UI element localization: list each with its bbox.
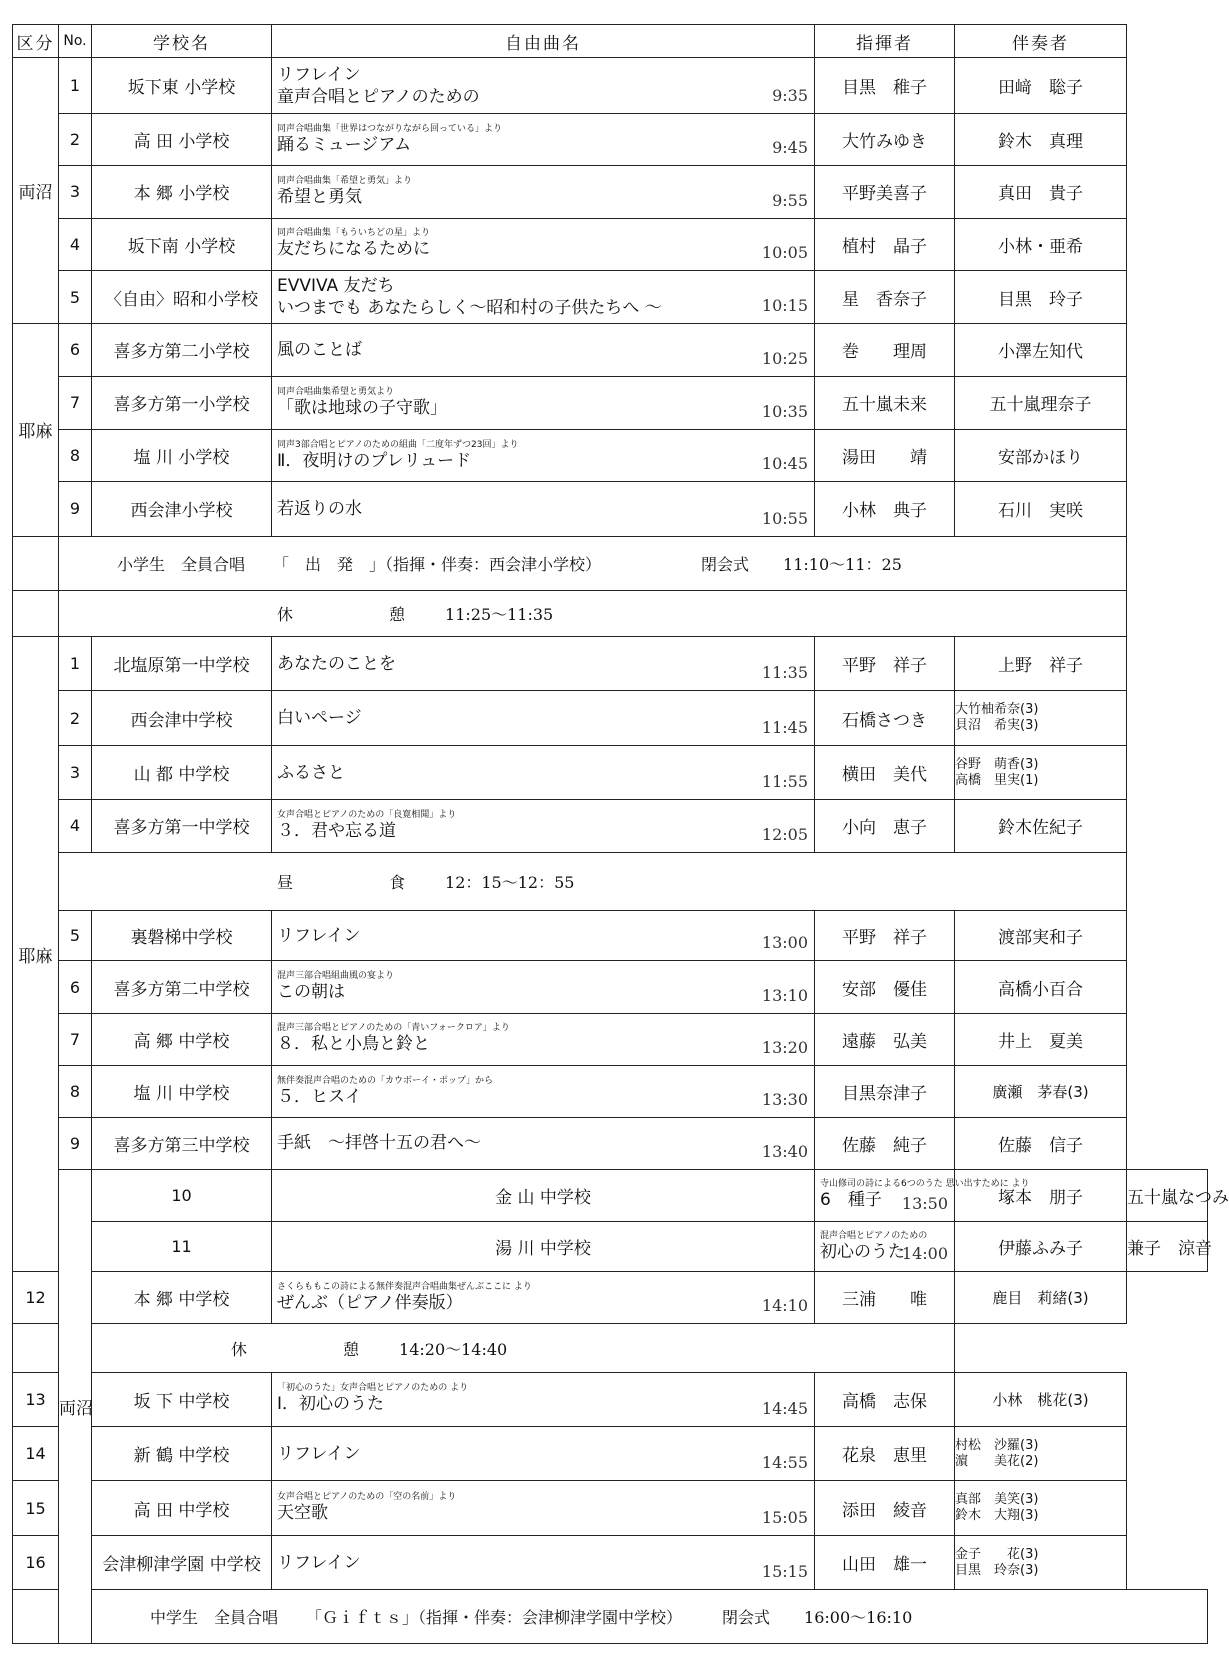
table-row xyxy=(13,218,1208,270)
district-cell: 耶麻 xyxy=(13,637,59,1272)
accompanist-cell xyxy=(955,1118,1127,1169)
song-subtitle: 同声合唱曲集希望と勇気より xyxy=(277,386,395,397)
table-row xyxy=(13,1169,1208,1221)
accompanist-name: 高橋 里実(1) xyxy=(955,772,1039,788)
song-cell xyxy=(272,1272,815,1324)
event-label: 中学生 全員合唱 xyxy=(150,1608,279,1628)
entry-number: 13 xyxy=(13,1372,59,1426)
event-title: 「 出 発 」（指揮・伴奏：西会津小学校） xyxy=(273,554,602,574)
school-name: 本 郷 中学校 xyxy=(92,1272,272,1324)
conductor-name: 平野美喜子 xyxy=(815,166,955,218)
school-name: 湯 川 中学校 xyxy=(272,1221,815,1271)
event-title: 「Ｇｉｆｔｓ」（指揮・伴奏：会津柳津学園中学校） xyxy=(306,1608,683,1628)
accompanist-cell xyxy=(955,218,1127,270)
conductor-name: 伊藤ふみ子 xyxy=(955,1221,1127,1271)
entry-number: 11 xyxy=(92,1221,272,1271)
school-name: 喜多方第一中学校 xyxy=(92,800,272,852)
conductor-name: 石橋さつき xyxy=(815,691,955,745)
accompanist-name: 大竹柚希奈(3) xyxy=(955,702,1039,718)
conductor-name: 平野 祥子 xyxy=(815,911,955,961)
accompanist-cell xyxy=(955,166,1127,218)
accompanist-name: 石川 実咲 xyxy=(998,501,1083,522)
accompanist-cell xyxy=(955,113,1127,165)
conductor-name: 目黒奈津子 xyxy=(815,1066,955,1118)
song-title: リフレイン xyxy=(277,1552,361,1573)
song-title: Ⅰ．初心のうた xyxy=(277,1394,385,1415)
school-name: 新 鶴 中学校 xyxy=(92,1427,272,1481)
song-subtitle: 混声合唱とピアノのための xyxy=(820,1230,928,1241)
entry-number: 7 xyxy=(59,376,92,429)
performance-time: 11:45 xyxy=(761,717,808,737)
table-row xyxy=(13,691,1208,745)
header-song: 自由曲名 xyxy=(272,25,815,58)
song-title: 踊るミュージアム xyxy=(277,134,412,155)
entry-number: 6 xyxy=(59,324,92,376)
school-name: 喜多方第二中学校 xyxy=(92,961,272,1013)
table-row xyxy=(13,1221,1208,1271)
accompanist-name: 鈴木 大翔(3) xyxy=(955,1508,1039,1524)
song-title: 手紙 ～拝啓十五の君へ～ xyxy=(277,1133,481,1154)
song-title: ぜんぶ（ピアノ伴奏版） xyxy=(277,1292,463,1313)
entry-number: 8 xyxy=(59,1066,92,1118)
song-cell xyxy=(272,1427,815,1481)
conductor-name: 三浦 唯 xyxy=(815,1272,955,1324)
song-title-line2: 童声合唱とピアノのための xyxy=(277,86,480,107)
event-time: 11:10～11：25 xyxy=(783,554,902,574)
entry-number: 9 xyxy=(59,1118,92,1169)
performance-time: 13:00 xyxy=(761,933,808,953)
song-cell xyxy=(272,800,815,852)
entry-number: 5 xyxy=(59,911,92,961)
entry-number: 2 xyxy=(59,113,92,165)
header-school: 学校名 xyxy=(92,25,272,58)
song-cell xyxy=(272,429,815,481)
accompanist-cell xyxy=(955,1481,1127,1535)
song-title: ３．君や忘る道 xyxy=(277,820,396,841)
performance-time: 13:20 xyxy=(761,1038,808,1058)
song-title: Ⅱ．夜明けのプレリュード xyxy=(277,450,472,471)
performance-time: 9:35 xyxy=(772,85,808,105)
song-cell xyxy=(272,324,815,376)
song-cell xyxy=(272,376,815,429)
conductor-name: 花泉 恵里 xyxy=(815,1427,955,1481)
song-cell xyxy=(272,637,815,691)
accompanist-name: 田﨑 聡子 xyxy=(998,78,1083,99)
table-row xyxy=(13,1427,1208,1481)
table-row xyxy=(13,1535,1208,1589)
song-cell xyxy=(815,1221,955,1271)
accompanist-name: 鈴木佐紀子 xyxy=(998,818,1083,839)
conductor-name: 大竹みゆき xyxy=(815,113,955,165)
song-subtitle: 「初心のうた」女声合唱とピアノのための より xyxy=(277,1383,469,1394)
event-label: 小学生 全員合唱 xyxy=(117,554,246,574)
accompanist-cell xyxy=(955,1372,1127,1426)
accompanist-cell xyxy=(955,58,1127,113)
accompanist-cell xyxy=(955,800,1127,852)
song-cell xyxy=(272,58,815,113)
entry-number: 9 xyxy=(59,482,92,536)
song-title: 6 種子 xyxy=(820,1190,882,1211)
accompanist-cell xyxy=(955,961,1127,1013)
table-row xyxy=(13,1118,1208,1169)
event-row xyxy=(13,852,1208,911)
song-subtitle: 女声合唱とピアノのための「良寛相聞」より xyxy=(277,809,457,820)
song-title: EVVIVA 友だち xyxy=(277,276,395,297)
event-cell xyxy=(13,1324,955,1372)
event-row xyxy=(13,1590,1208,1644)
accompanist-name: 井上 夏美 xyxy=(998,1031,1083,1052)
district-cell: 耶麻 xyxy=(13,324,59,536)
conductor-name: 山田 雄一 xyxy=(815,1535,955,1589)
song-subtitle: 同声合唱曲集「世界はつながりながら回っている」より xyxy=(277,123,503,134)
song-title: 初心のうた xyxy=(820,1241,905,1262)
accompanist-cell xyxy=(1127,1169,1229,1221)
conductor-name: 高橋 志保 xyxy=(815,1372,955,1426)
table-row xyxy=(13,961,1208,1013)
song-cell xyxy=(272,911,815,961)
accompanist-cell xyxy=(955,376,1127,429)
song-title: ５．ヒスイ xyxy=(277,1086,362,1107)
song-cell xyxy=(272,745,815,799)
event-time: 12：15～12：55 xyxy=(445,872,575,892)
conductor-name: 五十嵐未来 xyxy=(815,376,955,429)
entry-number: 4 xyxy=(59,218,92,270)
school-name: 西会津中学校 xyxy=(92,691,272,745)
song-title: 白いページ xyxy=(277,708,362,729)
district-cell-empty xyxy=(13,591,59,637)
accompanist-name: 安部かほり xyxy=(998,448,1083,469)
school-name: 喜多方第一小学校 xyxy=(92,376,272,429)
entry-number: 3 xyxy=(59,166,92,218)
song-title: 友だちになるために xyxy=(277,239,430,260)
entry-number: 2 xyxy=(59,691,92,745)
conductor-name: 遠藤 弘美 xyxy=(815,1013,955,1065)
song-cell xyxy=(272,1118,815,1169)
conductor-name: 目黒 稚子 xyxy=(815,58,955,113)
accompanist-name: 鈴木 真理 xyxy=(998,132,1083,153)
song-title: あなたのことを xyxy=(277,653,396,674)
performance-time: 9:55 xyxy=(772,190,808,210)
accompanist-name: 谷野 萌香(3) xyxy=(955,756,1039,772)
performance-time: 15:05 xyxy=(761,1507,808,1527)
accompanist-cell xyxy=(955,429,1127,481)
table-row xyxy=(13,1372,1208,1426)
performance-time: 12:05 xyxy=(761,824,808,844)
entry-number: 15 xyxy=(13,1481,59,1535)
song-cell xyxy=(272,1013,815,1065)
header-kubun: 区分 xyxy=(13,25,59,58)
event-ceremony: 閉会式 xyxy=(701,554,750,574)
event-time: 14:20～14:40 xyxy=(399,1339,508,1359)
performance-time: 11:55 xyxy=(761,772,808,792)
performance-time: 10:15 xyxy=(761,296,808,316)
conductor-name: 小林 典子 xyxy=(815,482,955,536)
header-no: No. xyxy=(59,25,92,58)
entry-number: 1 xyxy=(59,637,92,691)
table-row xyxy=(13,113,1208,165)
accompanist-cell xyxy=(1127,1221,1212,1271)
accompanist-name: 貝沼 希実(3) xyxy=(955,718,1039,734)
song-title: リフレイン xyxy=(277,925,361,946)
accompanist-cell xyxy=(955,691,1127,745)
accompanist-name: 五十嵐なつみ xyxy=(1127,1187,1229,1208)
conductor-name: 小向 恵子 xyxy=(815,800,955,852)
accompanist-cell xyxy=(955,637,1127,691)
accompanist-cell xyxy=(955,324,1127,376)
accompanist-cell xyxy=(955,911,1127,961)
event-label: 休 憩 xyxy=(277,605,406,625)
performance-time: 14:00 xyxy=(901,1244,948,1264)
entry-number: 1 xyxy=(59,58,92,113)
event-row xyxy=(13,1324,1208,1372)
conductor-name: 星 香奈子 xyxy=(815,270,955,323)
song-cell xyxy=(272,218,815,270)
district-cell-empty xyxy=(13,1590,59,1644)
song-title: ふるさと xyxy=(277,762,345,783)
accompanist-name: 渡部実和子 xyxy=(998,928,1083,949)
school-name: 〈自由〉昭和小学校 xyxy=(92,270,272,323)
performance-time: 10:45 xyxy=(761,454,808,474)
accompanist-name: 真田 貴子 xyxy=(998,184,1083,205)
accompanist-name: 目黒 玲奈(3) xyxy=(955,1562,1039,1578)
accompanist-cell xyxy=(955,1066,1127,1118)
performance-time: 10:35 xyxy=(761,401,808,421)
song-subtitle: 女声合唱とピアノのための「空の名前」より xyxy=(277,1492,457,1503)
accompanist-name: 小林・亜希 xyxy=(998,236,1083,257)
accompanist-name: 上野 祥子 xyxy=(998,656,1083,677)
table-row xyxy=(13,745,1208,799)
song-title: 若返りの水 xyxy=(277,498,362,519)
song-subtitle: 寺山修司の詩による6つのうた 思い出すために より xyxy=(820,1179,1030,1190)
event-label: 休 憩 xyxy=(231,1339,360,1359)
event-time: 11:25～11:35 xyxy=(445,605,554,625)
district-cell: 両沼 xyxy=(13,58,59,324)
performance-time: 14:10 xyxy=(761,1296,808,1316)
table-row xyxy=(13,376,1208,429)
table-row xyxy=(13,1013,1208,1065)
song-title-line2: いつまでも あなたらしく～昭和村の子供たちへ ～ xyxy=(277,298,662,319)
event-row xyxy=(13,591,1208,637)
table-row xyxy=(13,800,1208,852)
song-subtitle: さくらももこの詩による無伴奏混声合唱曲集ぜんぶここに より xyxy=(277,1281,532,1292)
table-row xyxy=(13,1272,1208,1324)
conductor-name: 平野 祥子 xyxy=(815,637,955,691)
table-row xyxy=(13,429,1208,481)
accompanist-name: 廣瀬 茅春(3) xyxy=(992,1083,1089,1102)
song-subtitle: 同声3部合唱とピアノのための組曲「二度年ずつ23回」より xyxy=(277,439,519,450)
event-time: 16:00～16:10 xyxy=(804,1608,913,1628)
performance-time: 10:25 xyxy=(761,348,808,368)
song-cell xyxy=(272,1066,815,1118)
school-name: 喜多方第三中学校 xyxy=(92,1118,272,1169)
table-row xyxy=(13,270,1208,323)
performance-time: 15:15 xyxy=(761,1562,808,1582)
entry-number: 3 xyxy=(59,745,92,799)
song-title: リフレイン xyxy=(277,1443,361,1464)
song-cell xyxy=(272,961,815,1013)
event-cell xyxy=(59,536,1127,590)
header-conductor: 指揮者 xyxy=(815,25,955,58)
school-name: 坂下東 小学校 xyxy=(92,58,272,113)
accompanist-name: 鹿目 莉緒(3) xyxy=(992,1289,1089,1308)
song-title: 「歌は地球の子守歌」 xyxy=(277,397,447,418)
song-title: リフレイン xyxy=(277,64,361,85)
entry-number: 5 xyxy=(59,270,92,323)
performance-time: 13:30 xyxy=(761,1090,808,1110)
accompanist-name: 五十嵐理奈子 xyxy=(989,395,1092,416)
accompanist-cell xyxy=(955,270,1127,323)
conductor-name: 安部 優佳 xyxy=(815,961,955,1013)
song-cell xyxy=(272,482,815,536)
entry-number: 7 xyxy=(59,1013,92,1065)
entry-number: 8 xyxy=(59,429,92,481)
table-row xyxy=(13,1481,1208,1535)
performance-time: 14:45 xyxy=(761,1399,808,1419)
school-name: 北塩原第一中学校 xyxy=(92,637,272,691)
song-subtitle: 無伴奏混声合唱のための「カウボーイ・ポップ」から xyxy=(277,1075,494,1086)
performance-time: 10:55 xyxy=(761,508,808,528)
school-name: 会津柳津学園 中学校 xyxy=(92,1535,272,1589)
song-title: 天空歌 xyxy=(277,1503,328,1524)
accompanist-name: 小澤左知代 xyxy=(998,342,1083,363)
song-subtitle: 混声三部合唱とピアノのための「青いフォークロア」より xyxy=(277,1023,510,1034)
district-cell-empty xyxy=(13,536,59,590)
accompanist-name: 佐藤 信子 xyxy=(998,1135,1083,1156)
school-name: 喜多方第二小学校 xyxy=(92,324,272,376)
accompanist-name: 濵 美花(2) xyxy=(955,1453,1039,1469)
song-cell xyxy=(272,1481,815,1535)
entry-number: 10 xyxy=(92,1169,272,1221)
performance-time: 10:05 xyxy=(761,242,808,262)
table-row xyxy=(13,324,1208,376)
table-row xyxy=(13,911,1208,961)
school-name: 山 都 中学校 xyxy=(92,745,272,799)
conductor-name: 添田 綾音 xyxy=(815,1481,955,1535)
conductor-name: 巻 理周 xyxy=(815,324,955,376)
school-name: 高 田 小学校 xyxy=(92,113,272,165)
performance-time: 13:10 xyxy=(761,985,808,1005)
event-cell xyxy=(59,591,1127,637)
school-name: 塩 川 小学校 xyxy=(92,429,272,481)
song-cell xyxy=(272,113,815,165)
accompanist-name: 兼子 涼音 xyxy=(1127,1239,1212,1260)
conductor-name: 横田 美代 xyxy=(815,745,955,799)
performance-time: 13:40 xyxy=(761,1141,808,1161)
school-name: 西会津小学校 xyxy=(92,482,272,536)
table-row xyxy=(13,1066,1208,1118)
school-name: 本 郷 小学校 xyxy=(92,166,272,218)
entry-number: 6 xyxy=(59,961,92,1013)
song-cell xyxy=(272,1535,815,1589)
performance-time: 14:55 xyxy=(761,1453,808,1473)
header-row xyxy=(13,25,1208,58)
song-cell xyxy=(272,1372,815,1426)
school-name: 坂下南 小学校 xyxy=(92,218,272,270)
event-ceremony: 閉会式 xyxy=(722,1608,771,1628)
event-cell xyxy=(59,852,1127,911)
accompanist-cell xyxy=(955,1013,1127,1065)
entry-number: 16 xyxy=(13,1535,59,1589)
table-row xyxy=(13,166,1208,218)
accompanist-name: 村松 沙羅(3) xyxy=(955,1437,1039,1453)
song-subtitle: 混声三部合唱組曲風の宴より xyxy=(277,971,395,982)
entry-number: 14 xyxy=(13,1427,59,1481)
song-subtitle: 同声合唱曲集「もういちどの星」より xyxy=(277,228,431,239)
accompanist-name: 目黒 玲子 xyxy=(998,289,1083,310)
accompanist-cell xyxy=(955,1427,1127,1481)
event-label: 昼 食 xyxy=(277,872,406,892)
song-cell xyxy=(815,1169,1030,1221)
district-cell: 両沼 xyxy=(59,1169,92,1643)
school-name: 坂 下 中学校 xyxy=(92,1372,272,1426)
accompanist-name: 高橋小百合 xyxy=(998,979,1083,1000)
song-subtitle: 同声合唱曲集「希望と勇気」より xyxy=(277,175,413,186)
accompanist-cell xyxy=(955,482,1127,536)
school-name: 高 郷 中学校 xyxy=(92,1013,272,1065)
song-cell xyxy=(272,691,815,745)
header-accompanist: 伴奏者 xyxy=(955,25,1127,58)
accompanist-name: 真部 美笑(3) xyxy=(955,1492,1039,1508)
song-title: 風のことば xyxy=(277,339,362,360)
song-title: 希望と勇気 xyxy=(277,186,362,207)
school-name: 裏磐梯中学校 xyxy=(92,911,272,961)
school-name: 高 田 中学校 xyxy=(92,1481,272,1535)
program-table xyxy=(12,24,1229,1644)
conductor-name: 植村 晶子 xyxy=(815,218,955,270)
entry-number: 4 xyxy=(59,800,92,852)
accompanist-name: 小林 桃花(3) xyxy=(992,1390,1089,1409)
song-title: ８．私と小鳥と鈴と xyxy=(277,1034,430,1055)
song-cell xyxy=(272,166,815,218)
event-cell xyxy=(92,1590,1208,1644)
performance-time: 9:45 xyxy=(772,138,808,158)
accompanist-cell xyxy=(955,1535,1127,1589)
conductor-name: 湯田 靖 xyxy=(815,429,955,481)
accompanist-cell xyxy=(955,1272,1127,1324)
conductor-name: 塚本 朋子 xyxy=(955,1169,1127,1221)
event-row xyxy=(13,536,1208,590)
conductor-name: 佐藤 純子 xyxy=(815,1118,955,1169)
song-title: この朝は xyxy=(277,982,345,1003)
school-name: 塩 川 中学校 xyxy=(92,1066,272,1118)
performance-time: 13:50 xyxy=(901,1193,948,1213)
table-row xyxy=(13,482,1208,536)
accompanist-cell xyxy=(955,745,1127,799)
entry-number: 12 xyxy=(13,1272,59,1324)
table-row xyxy=(13,58,1208,113)
table-row xyxy=(13,637,1208,691)
performance-time: 11:35 xyxy=(761,663,808,683)
song-cell xyxy=(272,270,815,323)
school-name: 金 山 中学校 xyxy=(272,1169,815,1221)
accompanist-name: 金子 花(3) xyxy=(955,1546,1039,1562)
